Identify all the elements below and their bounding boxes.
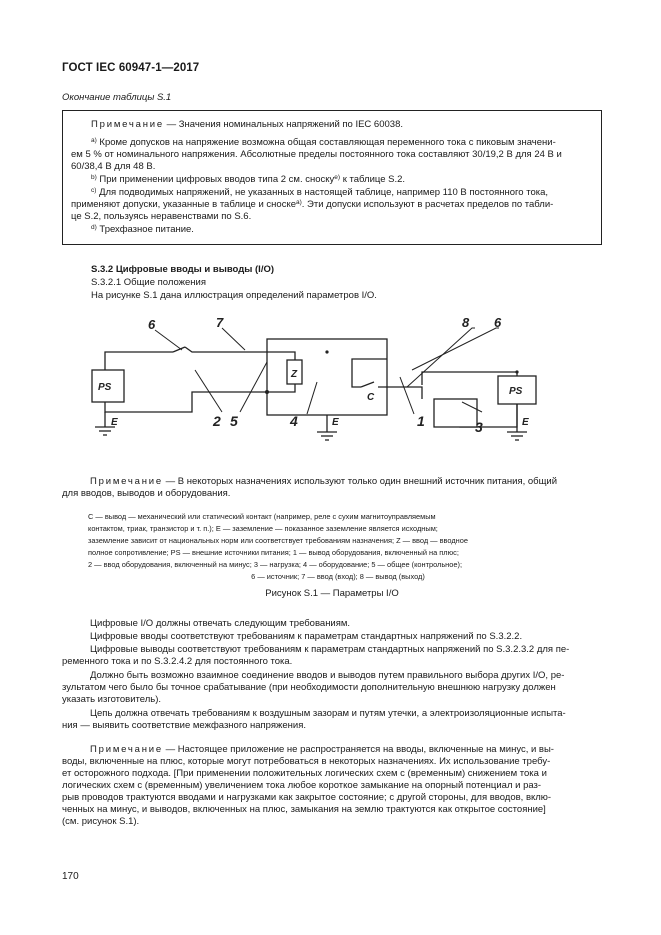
label-7: 7 [216,315,224,330]
label-ps-right: PS [509,386,523,397]
paragraph-4-line3: указать изготовитель). [62,694,162,705]
label-e-mid: E [332,417,339,428]
figure-note: Примечание — В некоторых назначениях используют только один внешний источник питания, общий [90,476,558,487]
paragraph-3: Цифровые выводы соответствуют требованиям к параметрам стандартных напряжений по S.3.2.3.2 для пе- [90,644,570,655]
label-3: 3 [475,419,483,435]
paragraph-4-line2: зультатом чего было бы точное срабатывание (при необходимости дополнительную внешнюю нагрузку должен [62,682,556,693]
ground-symbols [95,427,527,440]
page-number: 170 [62,871,79,882]
figure-legend-line4: полное сопротивление; PS — внешние источники питания; 1 — вывод оборудования, включенный на плюс; [88,548,459,557]
label-5: 5 [230,413,238,429]
label-1: 1 [417,413,425,429]
appendix-note-line6: ченных на минус, и выводов, включенных на плюс, замыкания на землю трактуются как открытое состояние] [62,804,546,815]
paragraph-1: Цифровые I/O должны отвечать следующим требованиям. [90,618,351,629]
equipment-box [267,339,387,415]
footnote-c-line2: применяют допуски, указанные в таблице и сноске$^{a)}$. Эти допуски используют в расчетах пределов по табли- [71,199,554,210]
wire-input-line [185,347,295,360]
paragraph-4: Должно быть возможно взаимное соединение вводов и выводов путем правильного выбора других I/O, ре- [90,670,565,681]
wire-z-to-common [260,384,295,392]
label-e-right: E [522,417,529,428]
footnote-a-line2: ем 5 % от номинального напряжения. Абсолютные пределы постоянного тока составляют 30/19,2 В для 24 В и [71,149,562,160]
subsection-heading: S.3.2.1 Общие положения [91,277,207,288]
label-4: 4 [290,413,298,429]
table-note: Примечание — Значения номинальных напряжений по IEC 60038. [91,119,403,130]
footnote-b: $^{b)}$ При применении цифровых вводов типа 2 см. сноску$^{e)}$ к таблице S.2. [91,174,406,185]
section-heading: S.3.2 Цифровые вводы и выводы (I/O) [91,264,275,275]
switch-c [361,382,374,387]
table-continuation-label: Окончание таблицы S.1 [62,92,172,103]
figure-legend-line2: контактом, триак, транзистор и т. п.); E — заземление — показанное заземление является исходным; [88,524,438,533]
label-ps-left: PS [98,382,112,393]
section-intro: На рисунке S.1 дана иллюстрация определений параметров I/O. [91,290,377,301]
footnote-c: $^{c)}$ Для подводимых напряжений, не указанных в настоящей таблице, например 110 В постоянного тока, [91,187,549,198]
figure-note-line2: для вводов, выводов и оборудования. [62,488,231,499]
paragraph-3-line2: ременного тока и по S.3.2.4.2 для постоянного тока. [62,656,293,667]
footnote-a-line3: 60/38,4 В для 48 В. [71,161,156,172]
paragraph-5: Цепь должна отвечать требованиям к воздушным зазорам и путям утечки, а электроизоляционные испыта- [90,708,566,719]
footnote-c-line3: це S.2, пользуясь неравенствами по S.6. [71,211,252,222]
label-c: C [367,392,375,403]
figure-caption: Рисунок S.1 — Параметры I/O [265,588,399,599]
footnote-a: $^{a)}$ Кроме допусков на напряжение возможна общая составляющая переменного тока с пиковым значени- [91,137,556,148]
appendix-note-line7: (см. рисунок S.1). [62,816,140,827]
wire-output-to-load [378,387,422,399]
load-box [434,399,477,427]
wire-left-return [105,392,260,412]
label-e-left: E [111,417,118,428]
label-8: 8 [462,315,470,330]
label-2: 2 [213,413,221,429]
paragraph-2: Цифровые вводы соответствуют требованиям к параметрам стандартных напряжений по S.3.2.2. [90,631,523,642]
appendix-note-line3: ет осторожного подхода. [При применении положительных логических схем с (временным) снижением тока и [62,768,547,779]
label-6-left: 6 [148,317,156,332]
label-6-right: 6 [494,315,502,330]
figure-legend-line1: C — вывод — механический или статический контакт (например, реле с сухим магнитоуправляемым [88,512,436,521]
wire-output-a [352,359,387,387]
table-notes-box [62,110,602,245]
figure-legend-line6: 6 — источник; 7 — ввод (вход); 8 — вывод (выход) [251,572,425,581]
document-header: ГОСТ IEC 60947-1—2017 [62,62,200,74]
label-z: Z [291,369,298,380]
figure-legend-line3: заземление зависит от национальных норм или соответствует требованиям назначения; Z — ввод — вводное [88,536,468,545]
appendix-note-line2: воды, включенные на плюс, которые могут потребоваться в некоторых назначениях. Их использование требу- [62,756,551,767]
paragraph-5-line2: ния — выявить соответствие межфазного напряжения. [62,720,306,731]
figure-legend-line5: 2 — ввод оборудования, включенный на минус; 3 — нагрузка; 4 — оборудование; 5 — общее (контрольное); [88,560,462,569]
appendix-note: Примечание — Настоящее приложение не распространяется на вводы, включенные на минус, и вы- [90,744,554,755]
appendix-note-line5: рыв проводов трактуются вводами и нагрузками как закрытое состояние; с другой стороны, для вводов, вклю- [62,792,552,803]
appendix-note-line4: логических схем с (временным) увеличением тока любое короткое замыкание на опорный потенциал и раз- [62,780,542,791]
io-circuit-diagram [62,312,602,462]
footnote-d: $^{d)}$ Трехфазное питание. [91,224,194,235]
